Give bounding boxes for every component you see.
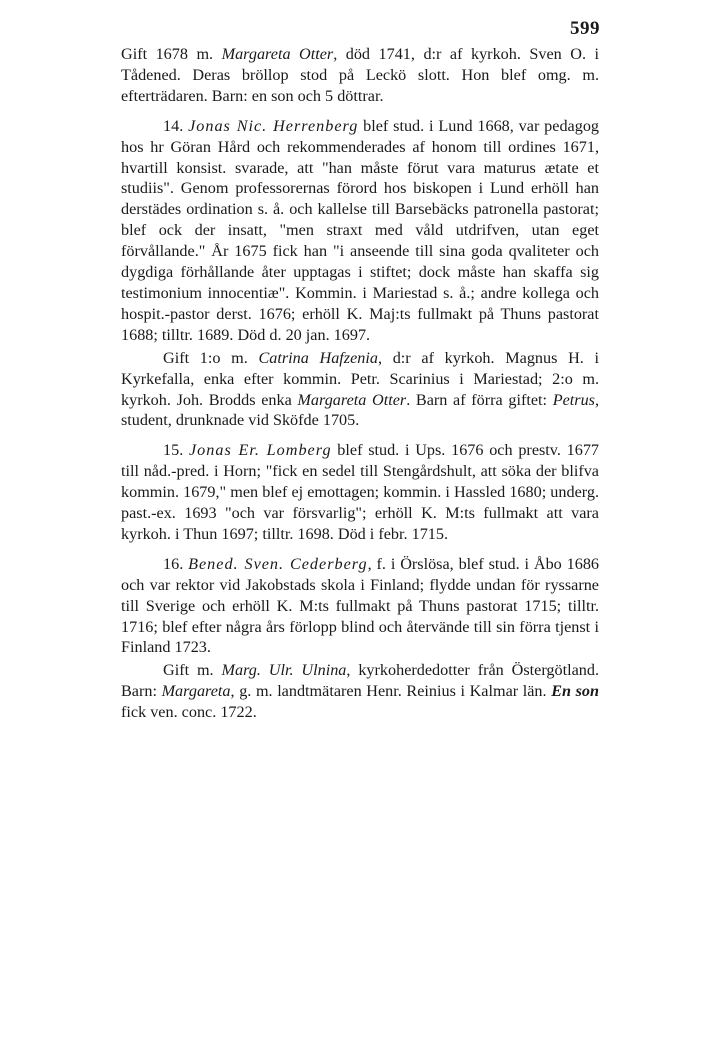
entry-name: Jonas Er. Lomberg <box>188 441 332 460</box>
entry-number: 15. <box>163 441 189 460</box>
text-run: , d:r af kyrkoh. Magnus H. i Kyrkefalla, enka efter kommin. Petr. Scarinius i Mariestad; 2:o m. kyrkoh. Joh. Brodds enka <box>121 348 600 409</box>
text-run: . Barn af förra giftet: <box>406 390 553 409</box>
text-run: , död 1741, d:r af kyrkoh. Sven O. i Tådened. Deras bröllop stod på Leckö slott. Hon blef omg. m. efterträdaren. Barn: en son och 5 döttrar. <box>121 45 600 105</box>
person-name: Marg. Ulr. Ulnina <box>221 661 347 680</box>
entry-14 <box>121 116 599 346</box>
text-run: , student, drunknade vid Sköfde 1705. <box>121 390 600 430</box>
entry-text: blef stud. i Ups. 1676 och prestv. 1677 till nåd.-pred. i Horn; "fick en sedel till Stengårdshult, att söka der blifva kommin. 1679," men blef ej emottagen; kommin. i Hassled 1680; underg. past.-ex. 1693 "och var försvarlig"; erhöll K. M:ts fullmakt att vara kyrkoh. i Thun 1697; tilltr. 1698. Död i febr. 1715. <box>121 441 600 543</box>
person-name: Petrus <box>552 390 595 409</box>
entry-14-marriage <box>121 348 599 432</box>
entry-name: Bened. Sven. Cederberg <box>188 554 368 573</box>
entry-16-marriage <box>121 660 599 723</box>
page-number: 599 <box>570 18 600 39</box>
entry-16 <box>121 554 599 659</box>
text-run: , kyrkoherdedotter från Östergötland. Barn: <box>121 661 600 701</box>
text-column <box>121 44 599 723</box>
paragraph-intro-marriage <box>121 44 599 107</box>
entry-15 <box>121 440 599 545</box>
text-run: Gift 1678 m. <box>121 45 222 63</box>
entry-text: , f. i Örslösa, blef stud. i Åbo 1686 och var rektor vid Jakobstads skola i Finland; flydde undan för ryssarne till Sverige och erhöll K. M:ts fullmakt på Thuns pastorat 1715; tilltr. 1716; blef efter några års förlopp blind och återvände till sin förra tjenst i Finland 1723. <box>121 554 600 657</box>
text-run: , g. m. landtmätaren Henr. Reinius i Kalmar län. <box>230 682 552 701</box>
person-name: En son <box>551 682 599 701</box>
text-run: fick ven. conc. 1722. <box>121 703 257 722</box>
entry-number: 16. <box>163 554 189 573</box>
text-run: Gift m. <box>163 661 222 680</box>
entry-number: 14. <box>163 116 189 135</box>
entry-name: Jonas Nic. Herrenberg <box>188 116 359 135</box>
person-name: Margareta <box>161 682 231 701</box>
person-name: Catrina Hafzenia <box>258 348 378 367</box>
text-run: Gift 1:o m. <box>163 348 259 367</box>
person-name: Margareta Otter <box>297 390 407 409</box>
person-name: Margareta Otter <box>221 45 334 63</box>
entry-text: blef stud. i Lund 1668, var pedagog hos hr Göran Hård och rekommenderades af honom till ordines 1671, hvartill konsist. svarade, att "han måste förut vara maturus ætate et studiis". Genom professorernas förord hos biskopen i Lund erhöll han derstädes ordination s. å. och kallelse till Barsebäcks patronella pastorat; blef ock der insatt, "men straxt med våld utdrifven, utan eget förvållande." År 1675 fick han "i anseende till sina goda qvaliteter och dygdiga förhållande åter upptagas i stiftet; dock måste han skaffa sig testimonium innocentiæ". Kommin. i Mariestad s. å.; andre kollega och hospit.-pastor derst. 1676; erhöll K. Maj:ts fullmakt på Thuns pastorat 1688; tilltr. 1689. Död d. 20 jan. 1697. <box>121 116 600 344</box>
